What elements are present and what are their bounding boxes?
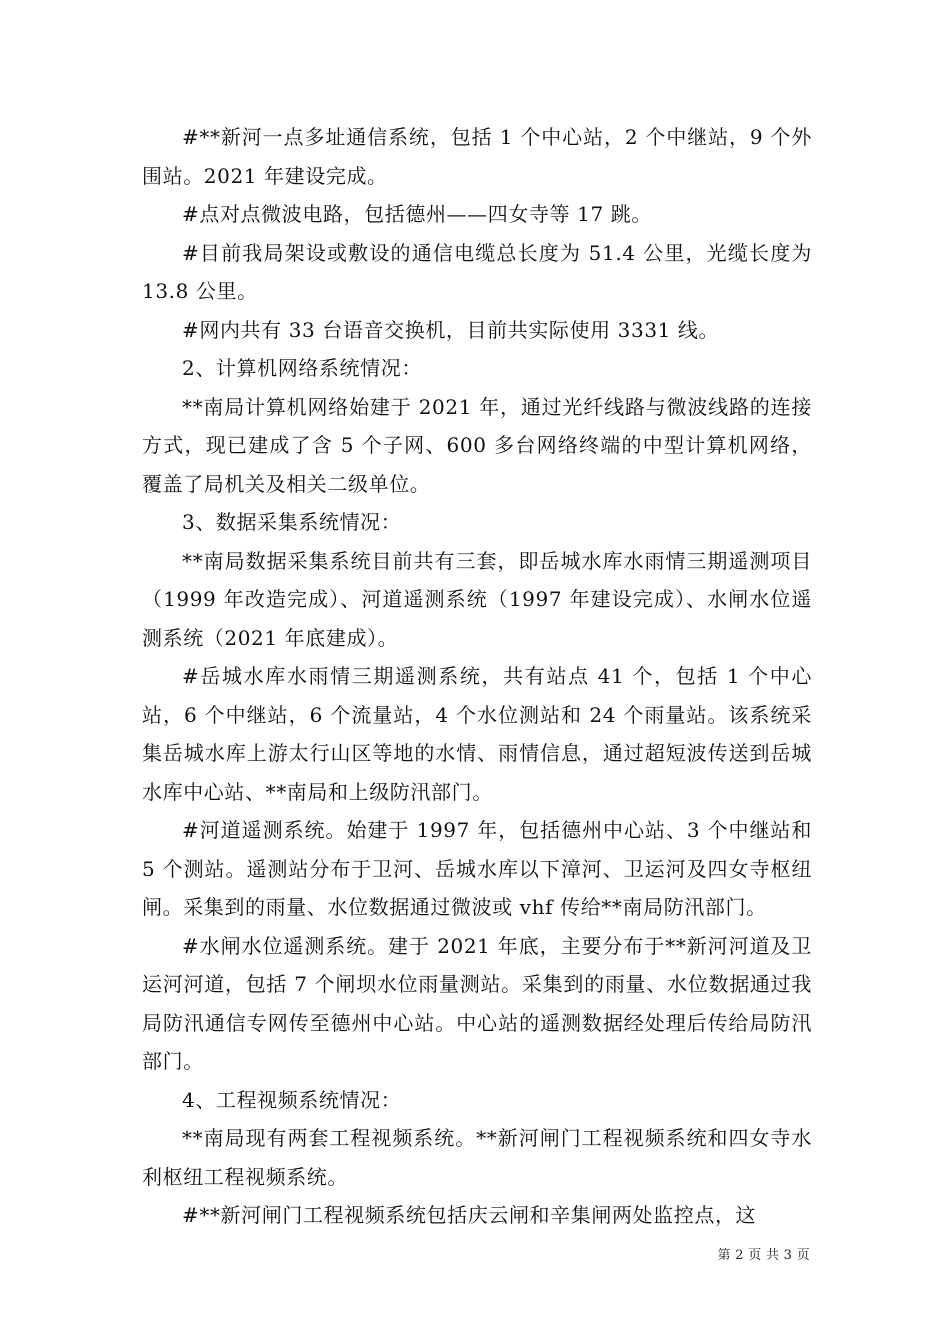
paragraph-9: #岳城水库水雨情三期遥测系统，共有站点 41 个，包括 1 个中心站，6 个中继站，6 个流量站，4 个水位测站和 24 个雨量站。该系统采集岳城水库上游太行山区等地的水情、雨情信息，通过超短波传送到岳城水库中心站、**南局和上级防汛部门。 [142,664,812,804]
paragraph-8: **南局数据采集系统目前共有三套，即岳城水库水雨情三期遥测项目（1999 年改造完成）、河道遥测系统（1997 年建设完成）、水闸水位遥测系统（2021 年底建成）。 [142,548,812,650]
paragraph-14: #**新河闸门工程视频系统包括庆云闸和辛集闸两处监控点，这 [182,1203,757,1227]
section-heading-data-collection: 3、数据采集系统情况： [182,510,402,534]
paragraph-3: #目前我局架设或敷设的通信电缆总长度为 51.4 公里，光缆长度为 13.8 公里。 [142,240,812,303]
paragraph-2: #点对点微波电路，包括德州——四女寺等 17 跳。 [182,202,652,226]
page-number-footer: 第 2 页 共 3 页 [717,1248,810,1263]
paragraph-13: **南局现有两套工程视频系统。**新河闸门工程视频系统和四女寺水利枢纽工程视频系统。 [142,1126,812,1189]
section-heading-computer-network: 2、计算机网络系统情况： [182,356,422,380]
paragraph-6: **南局计算机网络始建于 2021 年，通过光纤线路与微波线路的连接方式，现已建成了含 5 个子网、600 多台网络终端的中型计算机网络，覆盖了局机关及相关二级单位。 [142,394,812,496]
paragraph-1: #**新河一点多址通信系统，包括 1 个中心站，2 个中继站，9 个外围站。2021 年建设完成。 [142,125,812,188]
paragraph-4: #网内共有 33 台语音交换机，目前共实际使用 3331 线。 [182,317,720,342]
document-body [142,118,812,1235]
section-heading-video-system: 4、工程视频系统情况： [182,1087,402,1112]
paragraph-11: #水闸水位遥测系统。建于 2021 年底，主要分布于**新河河道及卫运河河道，包括 7 个闸坝水位雨量测站。采集到的雨量、水位数据通过我局防汛通信专网传至德州中心站。中心站的遥测数据经处理后传给局防汛部门。 [142,933,812,1073]
paragraph-10: #河道遥测系统。始建于 1997 年，包括德州中心站、3 个中继站和 5 个测站。遥测站分布于卫河、岳城水库以下漳河、卫运河及四女寺枢纽闸。采集到的雨量、水位数据通过微波或 vhf 传给**南局防汛部门。 [142,818,812,919]
